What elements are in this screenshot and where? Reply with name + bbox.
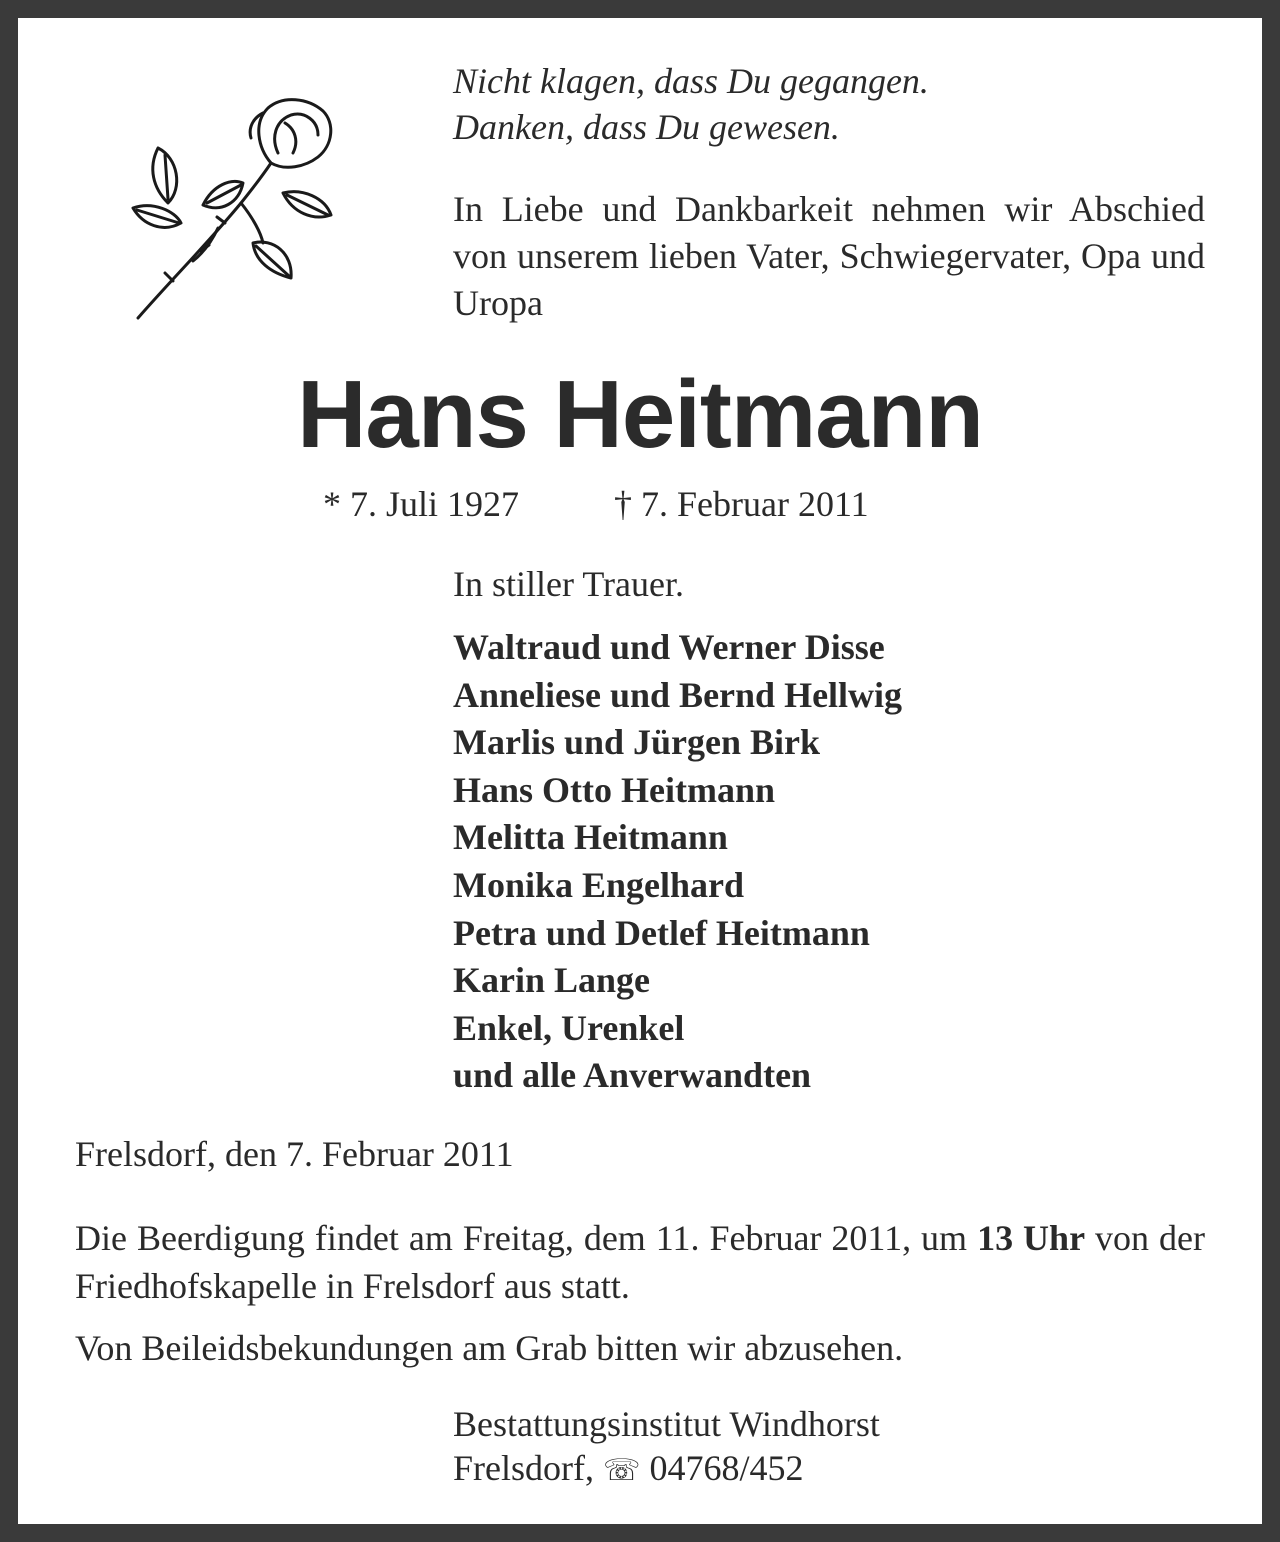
mourner-item: Petra und Detlef Heitmann [453, 912, 870, 953]
undertaker-info [453, 1402, 880, 1493]
death-date: † 7. Februar 2011 [614, 484, 869, 524]
undertaker-contact [453, 1446, 880, 1493]
funeral-text-before: Die Beerdigung findet am Freitag, dem 11. Februar 2011, um [75, 1218, 978, 1258]
mourner-item: Enkel, Urenkel [453, 1007, 685, 1048]
motto-line-2: Danken, dass Du gewesen. [453, 107, 840, 147]
condolence-note: Von Beileidsbekundungen am Grab bitten wir abzusehen. [75, 1328, 904, 1368]
obituary-card [18, 18, 1262, 1524]
mourner-item: und alle Anverwandten [453, 1055, 812, 1096]
deceased-name: Hans Heitmann [297, 361, 983, 468]
mourning-text: In stiller Trauer. [453, 564, 684, 604]
mourner-item: Melitta Heitmann [453, 817, 728, 858]
funeral-time: 13 Uhr [977, 1218, 1086, 1258]
rose-icon [113, 93, 343, 333]
mourner-list [453, 624, 902, 1100]
funeral-notice [75, 1214, 1205, 1310]
place-date: Frelsdorf, den 7. Februar 2011 [75, 1134, 514, 1174]
mourner-item: Monika Engelhard [453, 864, 745, 905]
mourner-item: Hans Otto Heitmann [453, 769, 776, 810]
undertaker-city: Frelsdorf, [453, 1448, 603, 1488]
farewell-text: In Liebe und Dankbarkeit nehmen wir Abschied von unserem lieben Vater, Schwiegervater, Opa und Uropa [453, 189, 1205, 323]
motto-line-1: Nicht klagen, dass Du gegangen. [453, 61, 929, 101]
mourner-item: Karin Lange [453, 960, 651, 1001]
mourner-item: Marlis und Jürgen Birk [453, 722, 821, 763]
undertaker-name: Bestattungsinstitut Windhorst [453, 1404, 880, 1444]
life-dates [323, 482, 869, 526]
funeral-text-after: von der Friedhofskapelle in Frelsdorf aus statt. [75, 1218, 1206, 1306]
telephone-icon: ☏ [602, 1453, 641, 1488]
undertaker-phone: 04768/452 [649, 1448, 804, 1488]
mourner-item: Waltraud und Werner Disse [453, 627, 885, 667]
birth-date: * 7. Juli 1927 [323, 484, 520, 524]
motto [453, 58, 929, 150]
mourner-item: Anneliese und Bernd Hellwig [453, 674, 903, 715]
